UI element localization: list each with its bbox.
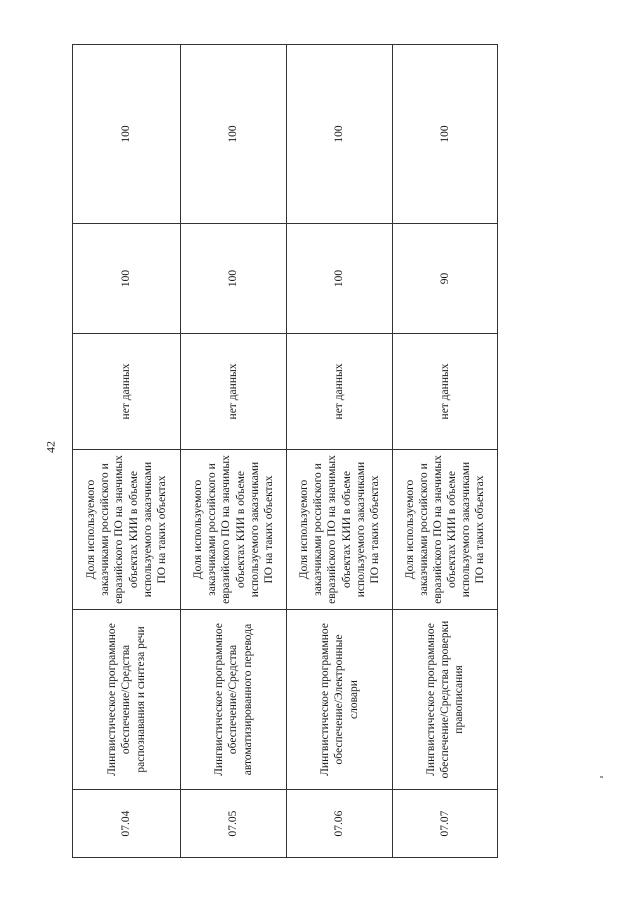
target-value-cell: 100 [181,224,287,334]
target-value-cell: 100 [287,224,393,334]
target-value-cell: 100 [73,45,181,224]
page-number: 42 [43,441,58,453]
indicator-cell: Доля используемого заказчиками российского и евразийского ПО на значимых объектах КИИ в объеме используемого заказчиками ПО на таких объектах [287,450,393,610]
indicator-cell: Доля используемого заказчиками российского и евразийского ПО на значимых объектах КИИ в объеме используемого заказчиками ПО на таких объектах [393,450,498,610]
table-wrapper [72,45,497,858]
table-row [181,45,287,858]
target-value-cell: 100 [393,45,498,224]
name-cell: Лингвистическое программное обеспечение/Средства распознавания и синтеза речи [73,610,181,790]
code-cell: 07.05 [181,790,287,858]
table-row [393,45,498,858]
table-row [287,45,393,858]
base-value-cell: нет данных [181,334,287,450]
target-value-cell: 100 [287,45,393,224]
base-value-cell: нет данных [393,334,498,450]
table-row [73,45,181,858]
target-value-cell: 100 [181,45,287,224]
name-cell: Лингвистическое программное обеспечение/Средства проверки правописания [393,610,498,790]
code-cell: 07.07 [393,790,498,858]
indicator-cell: Доля используемого заказчиками российского и евразийского ПО на значимых объектах КИИ в объеме используемого заказчиками ПО на таких объектах [181,450,287,610]
indicators-table [72,44,498,858]
name-cell: Лингвистическое программное обеспечение/Средства автоматизированного перевода [181,610,287,790]
name-cell: Лингвистическое программное обеспечение/Электронные словари [287,610,393,790]
target-value-cell: 100 [73,224,181,334]
scan-speck [600,776,603,778]
target-value-cell: 90 [393,224,498,334]
code-cell: 07.04 [73,790,181,858]
base-value-cell: нет данных [287,334,393,450]
indicator-cell: Доля используемого заказчиками российского и евразийского ПО на значимых объектах КИИ в объеме используемого заказчиками ПО на таких объектах [73,450,181,610]
code-cell: 07.06 [287,790,393,858]
base-value-cell: нет данных [73,334,181,450]
